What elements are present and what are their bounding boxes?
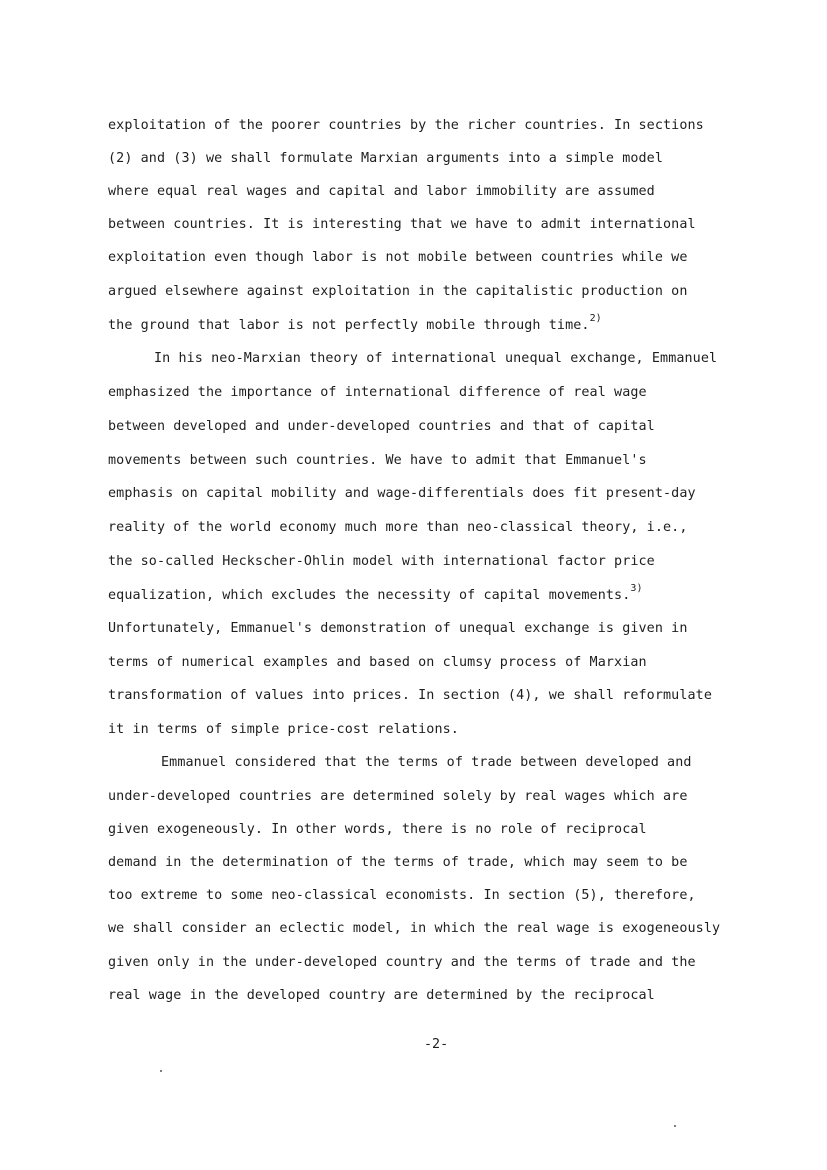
- text-line: demand in the determination of the terms of trade, which may seem to be: [108, 855, 688, 870]
- text-line-with-footnote: [108, 583, 643, 604]
- text-line: reality of the world economy much more than neo-classical theory, i.e.,: [108, 520, 688, 535]
- page-number: -2-: [424, 1037, 449, 1052]
- text-line: we shall consider an eclectic model, in which the real wage is exogeneously: [108, 921, 721, 936]
- text-line: too extreme to some neo-classical economists. In section (5), therefore,: [108, 888, 696, 903]
- text-line: where equal real wages and capital and labor immobility are assumed: [108, 184, 655, 199]
- text-line: given only in the under-developed country and the terms of trade and the: [108, 955, 696, 970]
- text-line: transformation of values into prices. In section (4), we shall reformulate: [108, 688, 712, 703]
- text-line-content: the ground that labor is not perfectly mobile through time.: [108, 318, 590, 333]
- text-line-content: equalization, which excludes the necessity of capital movements.: [108, 588, 631, 603]
- text-line: exploitation even though labor is not mobile between countries while we: [108, 250, 688, 265]
- text-line: movements between such countries. We have to admit that Emmanuel's: [108, 453, 647, 468]
- text-line: argued elsewhere against exploitation in the capitalistic production on: [108, 284, 688, 299]
- text-line: it in terms of simple price-cost relations.: [108, 722, 459, 737]
- text-line: given exogeneously. In other words, there is no role of reciprocal: [108, 822, 647, 837]
- text-line: between countries. It is interesting that we have to admit international: [108, 217, 696, 232]
- text-line: exploitation of the poorer countries by the richer countries. In sections: [108, 118, 704, 133]
- text-line: (2) and (3) we shall formulate Marxian arguments into a simple model: [108, 151, 664, 166]
- text-line: emphasized the importance of international difference of real wage: [108, 385, 647, 400]
- text-line-with-footnote: [108, 313, 602, 334]
- text-line: between developed and under-developed countries and that of capital: [108, 419, 655, 434]
- text-line: Emmanuel considered that the terms of trade between developed and: [161, 755, 692, 770]
- footnote-marker: 2): [589, 313, 602, 324]
- scan-speck: [674, 1125, 676, 1127]
- text-line: under-developed countries are determined solely by real wages which are: [108, 789, 688, 804]
- scan-speck: [160, 1070, 162, 1072]
- footnote-marker: 3): [630, 583, 643, 594]
- text-line: emphasis on capital mobility and wage-differentials does fit present-day: [108, 486, 696, 501]
- text-line: terms of numerical examples and based on clumsy process of Marxian: [108, 655, 647, 670]
- text-line: the so-called Heckscher-Ohlin model with international factor price: [108, 554, 655, 569]
- text-line: In his neo-Marxian theory of international unequal exchange, Emmanuel: [154, 351, 718, 366]
- text-line: Unfortunately, Emmanuel's demonstration of unequal exchange is given in: [108, 621, 688, 636]
- text-line: real wage in the developed country are determined by the reciprocal: [108, 988, 655, 1003]
